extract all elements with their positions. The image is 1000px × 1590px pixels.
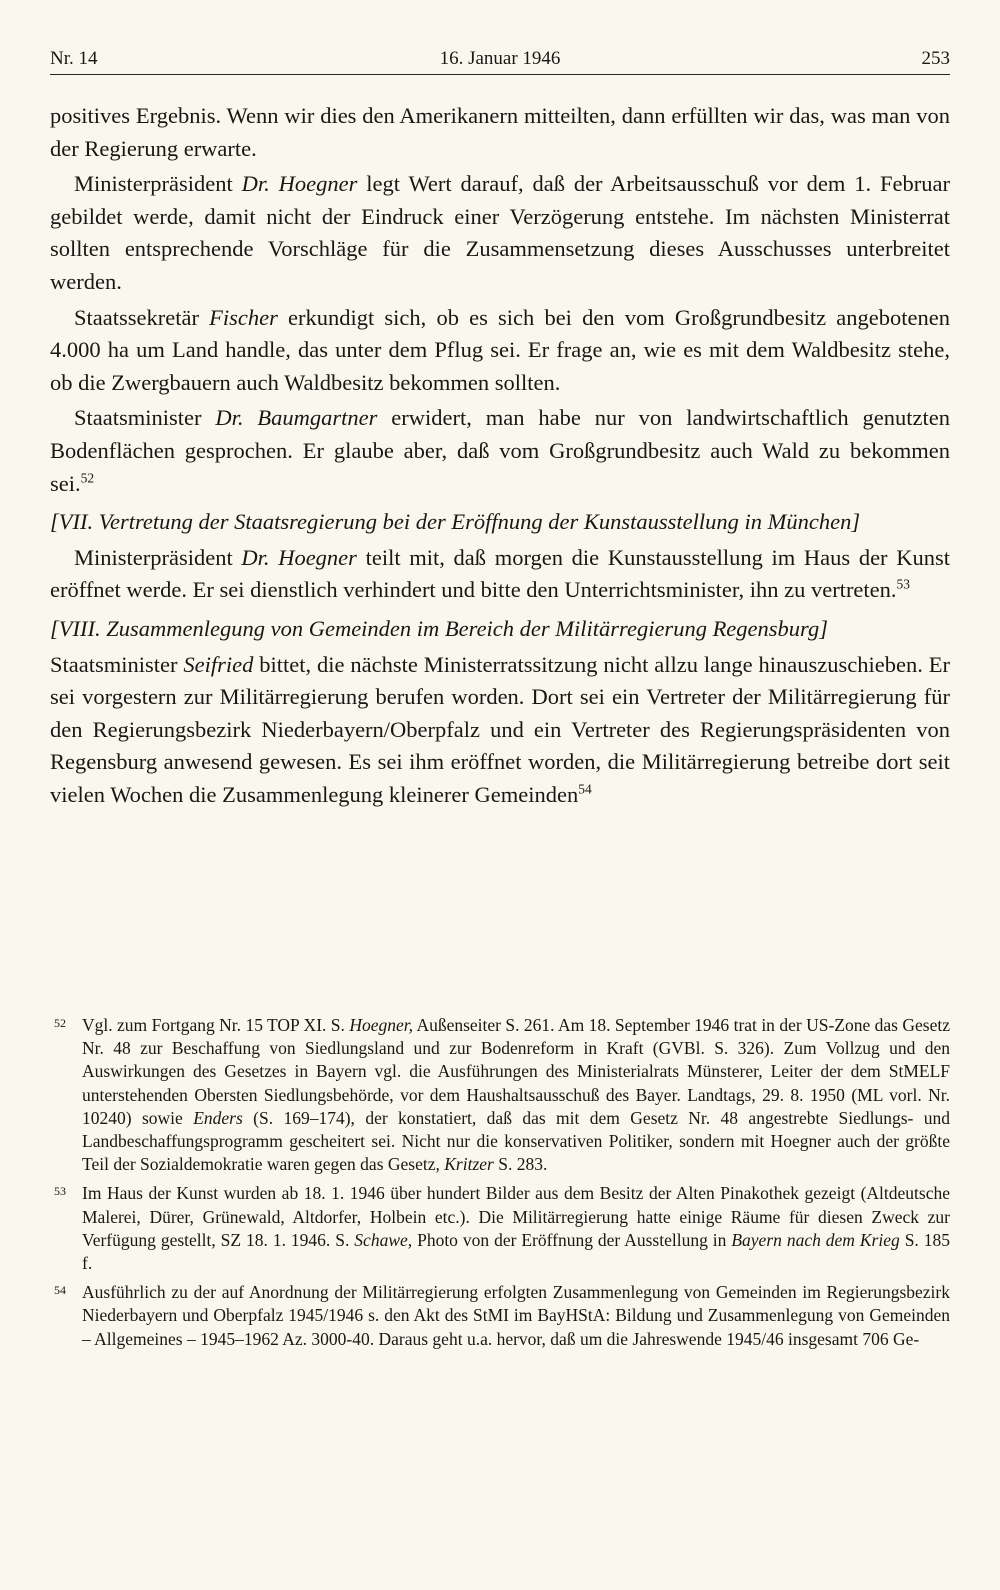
page <box>50 40 950 814</box>
footnote-ref-52[interactable]: 52 <box>80 470 95 486</box>
main-text <box>50 100 950 811</box>
footnotes <box>50 1014 950 1357</box>
footnote-ref-54[interactable]: 54 <box>578 781 592 797</box>
page-number: 253 <box>921 48 950 69</box>
footnote-53: 53 Im Haus der Kunst wurden ab 18. 1. 1946 über hundert Bilder aus dem Besitz der Alten Pinakothek gezeigt (Altdeutsche Malerei, Dürer, Grünewald, Altdorfer, Holbein etc.). Die Militärregierung hatte einige Räume für diesen Zweck zur Verfügung gestellt, SZ 18. 1. 1946. S. Schawe, Photo von der Eröffnung der Ausstellung in Bayern nach dem Krieg S. 185 f. <box>50 1182 950 1275</box>
paragraph-1: positives Ergebnis. Wenn wir dies den Amerikanern mitteilten, dann erfüllten wir das, was man von der Regierung erwarte. <box>50 103 950 161</box>
footnote-ref-53[interactable]: 53 <box>896 576 911 592</box>
speaker-name: Dr. Hoegner <box>241 171 358 197</box>
footnote-number: 54 <box>54 1283 66 1298</box>
footnote-number: 53 <box>54 1184 66 1199</box>
speaker-name: Fischer <box>209 304 278 330</box>
section-heading-vii: [VII. Vertretung der Staatsregierung bei der Eröffnung der Kunstausstellung in München] <box>50 509 861 535</box>
footnote-54: 54 Ausführlich zu der auf Anordnung der Militärregierung erfolgten Zusammenlegung von Gemeinden im Regierungsbezirk Niederbayern und Oberpfalz 1945/1946 s. den Akt des StMI im BayHStA: Bildung und Zusammenlegung von Gemeinden – Allgemeines – 1945–1962 Az. 3000-40. Daraus geht u.a. hervor, daß um die Jahreswende 1945/46 insgesamt 706 Ge- <box>50 1281 950 1351</box>
header-date: 16. Januar 1946 <box>439 48 561 69</box>
speaker-name: Dr. Hoegner <box>241 544 357 570</box>
section-heading-viii: [VIII. Zusammenlegung von Gemeinden im Bereich der Militärregierung Regensburg] <box>50 615 828 641</box>
issue-number: Nr. 14 <box>50 48 98 69</box>
footnote-52: 52 Vgl. zum Fortgang Nr. 15 TOP XI. S. Hoegner, Außenseiter S. 261. Am 18. September 1946 trat in der US-Zone das Gesetz Nr. 48 zur Beschaffung von Siedlungsland und zur Bodenreform in Kraft (GVBl. S. 326). Zum Vollzug und den Auswirkungen des Gesetzes in Bayern vgl. die Ausführungen des Ministerialrats Münsterer, Leiter der dem StMELF unterstehenden Obersten Siedlungsbehörde, vor dem Haushaltsausschuß des Bayer. Landtags, 29. 8. 1950 (ML vorl. Nr. 10240) sowie Enders (S. 169–174), der konstatiert, daß das mit dem Gesetz Nr. 48 angestrebte Siedlungs- und Landbeschaffungsprogramm gescheitert sei. Nicht nur die konservativen Politiker, sondern mit Hoegner auch der größte Teil der Sozialdemokratie waren gegen das Gesetz, Kritzer S. 283. <box>50 1014 950 1176</box>
paragraph-3: Staatssekretär Fischer erkundigt sich, ob es sich bei den vom Großgrundbesitz angebotenen 4.000 ha um Land handle, das unter dem Pflug sei. Er frage an, wie es mit dem Waldbesitz stehe, ob die Zwergbauern auch Waldbesitz bekommen sollten. <box>50 304 950 395</box>
speaker-name: Dr. Baumgartner <box>215 405 378 431</box>
footnote-number: 52 <box>54 1016 66 1030</box>
paragraph-6: Staatsminister Seifried bittet, die nächste Ministerratssitzung nicht allzu lange hinauszuschieben. Er sei vorgestern zur Militärregierung berufen worden. Dort sei ein Vertreter der Militärregierung für den Regierungsbezirk Niederbayern/Oberpfalz und ein Vertreter des Regierungspräsidenten von Regensburg anwesend gewesen. Es sei ihm eröffnet worden, die Militärregierung betreibe dort seit vielen Wochen die Zusammenlegung kleinerer Gemeinden$^{54}$ <box>50 651 950 807</box>
paragraph-4: Staatsminister Dr. Baumgartner erwidert, man habe nur von landwirtschaftlich genutzten Bodenflächen gesprochen. Er glaube aber, daß vom Großgrundbesitz auch Wald zu bekommen sei.$^{52}$ <box>50 405 950 496</box>
paragraph-5: Ministerpräsident Dr. Hoegner teilt mit, daß morgen die Kunstausstellung im Haus der Kunst eröffnet werde. Er sei dienstlich verhindert und bitte den Unterrichtsminister, ihn zu vertreten.$^{53}$ <box>50 544 950 603</box>
paragraph-2: Ministerpräsident Dr. Hoegner legt Wert darauf, daß der Arbeitsausschuß vor dem 1. Februar gebildet werde, damit nicht der Eindruck einer Verzögerung entstehe. Im nächsten Ministerrat sollten entsprechende Vorschläge für die Zusammensetzung dieses Ausschusses unterbreitet werden. <box>50 171 950 294</box>
speaker-name: Seifried <box>183 651 254 677</box>
running-header <box>50 40 950 75</box>
